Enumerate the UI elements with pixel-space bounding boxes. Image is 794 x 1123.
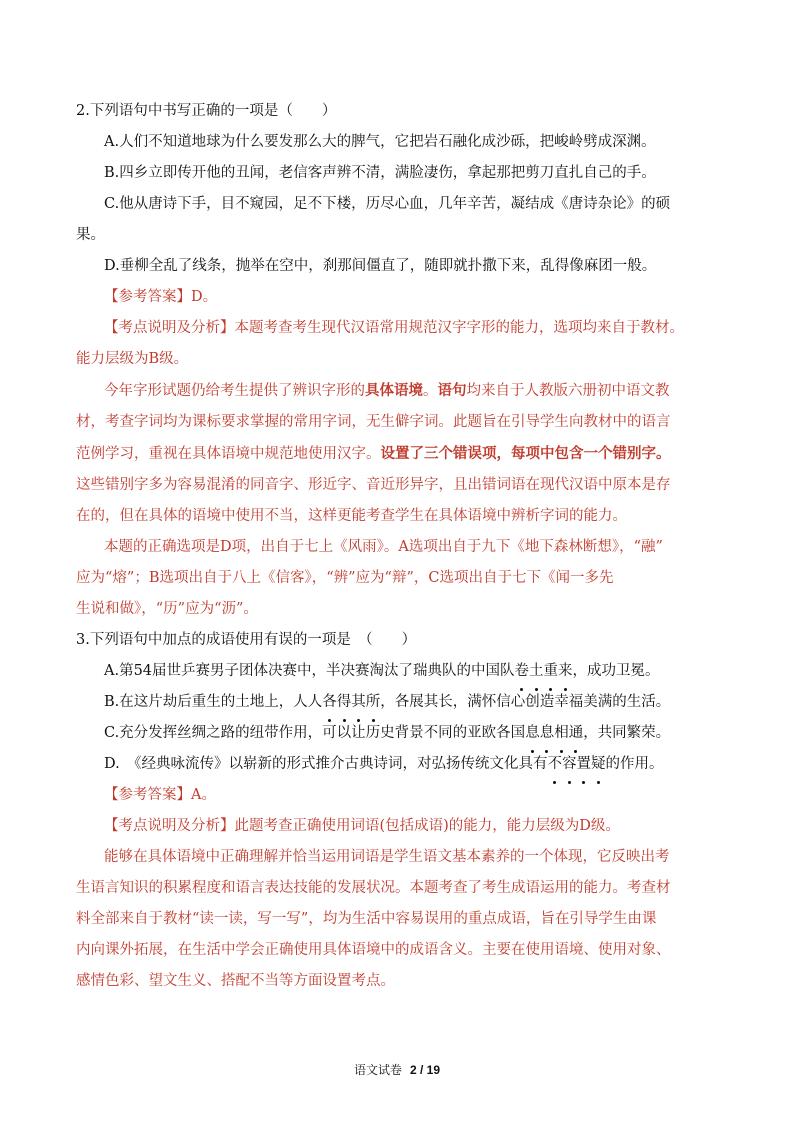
question-2-analysis-level: 能力层级为B级。 xyxy=(76,351,189,367)
dotted-character: 重 xyxy=(544,656,559,687)
question-2-option-b: B.四乡立即传开他的丑闻，老信客声辨不清，满脸凄伤，拿起那把剪刀直扎自己的手。 xyxy=(104,165,656,181)
dotted-character: 得 xyxy=(337,687,352,718)
question-3-analysis-heading: 【考点说明及分析】此题考查正确使用词语(包括成语)的能力，能力层级为D级。 xyxy=(104,818,620,834)
question-2-explanation-line-2: 材，考查字词均为课标要求掌握的常用字词，无生僻字词。此题旨在引导学生向教材中的语言 xyxy=(76,414,671,430)
text-segment: 的作用。 xyxy=(605,756,664,772)
question-2-answer: 【参考答案】D。 xyxy=(104,289,218,305)
text-segment: 。 xyxy=(423,383,438,399)
question-3-explanation-line-4: 内向课外拓展，在生活中学会正确使用具体语境中的成语含义。主要在使用语境、使用对象、 xyxy=(76,942,671,958)
question-2-explanation-line-4: 这些错别字多为容易混淆的同音字、形近字、音近形异字，且出错词语在现代汉语中原本是存 xyxy=(76,477,671,493)
dotted-character: 置 xyxy=(576,749,591,780)
dotted-character: 息 xyxy=(540,718,555,749)
dotted-idiom xyxy=(322,694,380,710)
question-3-explanation-line-5: 感情色彩、望文生义、搭配不当等方面设置考点。 xyxy=(76,973,395,989)
text-segment: A.第54届世乒赛男子团体决赛中，半决赛淘汰了瑞典队的中国队 xyxy=(104,663,515,679)
dotted-character: 不 xyxy=(547,749,562,780)
page-footer xyxy=(0,1061,794,1078)
question-2-option-d: D.垂柳全乱了线条，抛举在空中，刹那间僵直了，随即就扑撒下来，乱得像麻团一般。 xyxy=(104,258,657,274)
dotted-idiom xyxy=(525,725,583,741)
emphasis-text: 设置了三个错误项，每项中包含一个错别字。 xyxy=(380,445,671,462)
text-segment: 范例学习，重视在具体语境中规范地使用汉字。 xyxy=(76,446,381,462)
question-2-correction-line-2: 应为“熔”；B选项出自于八上《信客》，“辨”应为“辩”，C选项出自于七下《闻一多先 xyxy=(76,570,614,586)
question-2-correction-line-1: 本题的正确选项是D项，出自于七上《风雨》。A选项出自于九下《地下森林断想》，“融” xyxy=(104,539,663,555)
text-segment: 今年字形试题仍给考生提供了辨识字形的 xyxy=(104,383,365,399)
question-3-option-a xyxy=(76,656,718,687)
text-segment: B.在这片劫后重生的土地上，人人 xyxy=(104,694,323,710)
dotted-character: 疑 xyxy=(591,749,606,780)
question-3-option-c xyxy=(76,718,718,749)
question-3-option-b xyxy=(76,687,718,718)
dotted-character: 其 xyxy=(351,687,366,718)
emphasis-text: 语句 xyxy=(437,382,467,399)
dotted-character: 土 xyxy=(529,656,544,687)
question-2-option-c-continued: 果。 xyxy=(76,227,105,243)
question-3-stem: 3.下列语句中加点的成语使用有误的一项是 （ ） xyxy=(76,632,417,648)
footer-label: 语文试卷 xyxy=(353,1063,402,1077)
text-segment: D. 《经典咏流传》以崭新的形式推介古典诗词，对弘扬传统文化具有 xyxy=(104,756,548,772)
question-3-explanation-line-1: 能够在具体语境中正确理解并恰当运用词语是学生语文基本素养的一个体现，它反映出考 xyxy=(104,849,670,865)
dotted-idiom xyxy=(547,756,605,772)
question-2-option-c: C.他从唐诗下手，目不窥园，足不下楼，历尽心血，几年辛苦，凝结成《唐诗杂论》的硕 xyxy=(104,196,671,212)
dotted-character: 各 xyxy=(322,687,337,718)
dotted-character: 相 xyxy=(554,718,569,749)
question-2-explanation-line-3 xyxy=(76,438,718,470)
text-segment: ，成功卫冕。 xyxy=(572,663,660,679)
question-2-correction-line-3: 生说和做》，“历”应为“沥”。 xyxy=(76,601,258,617)
text-segment: ，共同繁荣。 xyxy=(583,725,671,741)
question-2-explanation-line-1 xyxy=(76,375,718,407)
dotted-character: 来 xyxy=(558,656,573,687)
dotted-character: 通 xyxy=(569,718,584,749)
question-3-explanation-line-2: 生语言知识的积累程度和语言表达技能的发展状况。本题考查了考生成语运用的能力。考查材 xyxy=(76,880,671,896)
question-2-option-a: A.人们不知道地球为什么要发那么大的脾气，它把岩石融化成沙砾，把峻岭劈成深渊。 xyxy=(104,134,656,150)
question-3-explanation-line-3: 料全部来自于教材“读一读，写一写”，均为生活中容易误用的重点成语，旨在引导学生由课 xyxy=(76,911,657,927)
question-3-answer: 【参考答案】A。 xyxy=(104,787,216,803)
question-2-analysis-heading: 【考点说明及分析】本题考查考生现代汉语常用规范汉字字形的能力，选项均来自于教材。 xyxy=(104,320,684,336)
dotted-character: 所 xyxy=(366,687,381,718)
question-2-explanation-line-5: 在的，但在具体的语境中使用不当，这样更能考查学生在具体语境中辨析字词的能力。 xyxy=(76,508,627,524)
question-3-option-d xyxy=(76,749,718,780)
text-segment: C.充分发挥丝绸之路的纽带作用，可以让历史背景不同的亚欧各国 xyxy=(104,725,526,741)
text-segment: 均来自于人教版六册初中语文教 xyxy=(466,383,670,399)
text-segment: ，各展其长，满怀信心创造幸福美满的生活。 xyxy=(380,694,671,710)
document-body xyxy=(76,96,718,997)
question-2-stem: 2.下列语句中书写正确的一项是（ ） xyxy=(76,103,337,119)
dotted-character: 卷 xyxy=(515,656,530,687)
dotted-character: 息 xyxy=(525,718,540,749)
dotted-idiom xyxy=(515,663,573,679)
page-number: 2 / 19 xyxy=(409,1063,441,1077)
dotted-character: 容 xyxy=(562,749,577,780)
emphasis-text: 具体语境 xyxy=(365,382,423,399)
